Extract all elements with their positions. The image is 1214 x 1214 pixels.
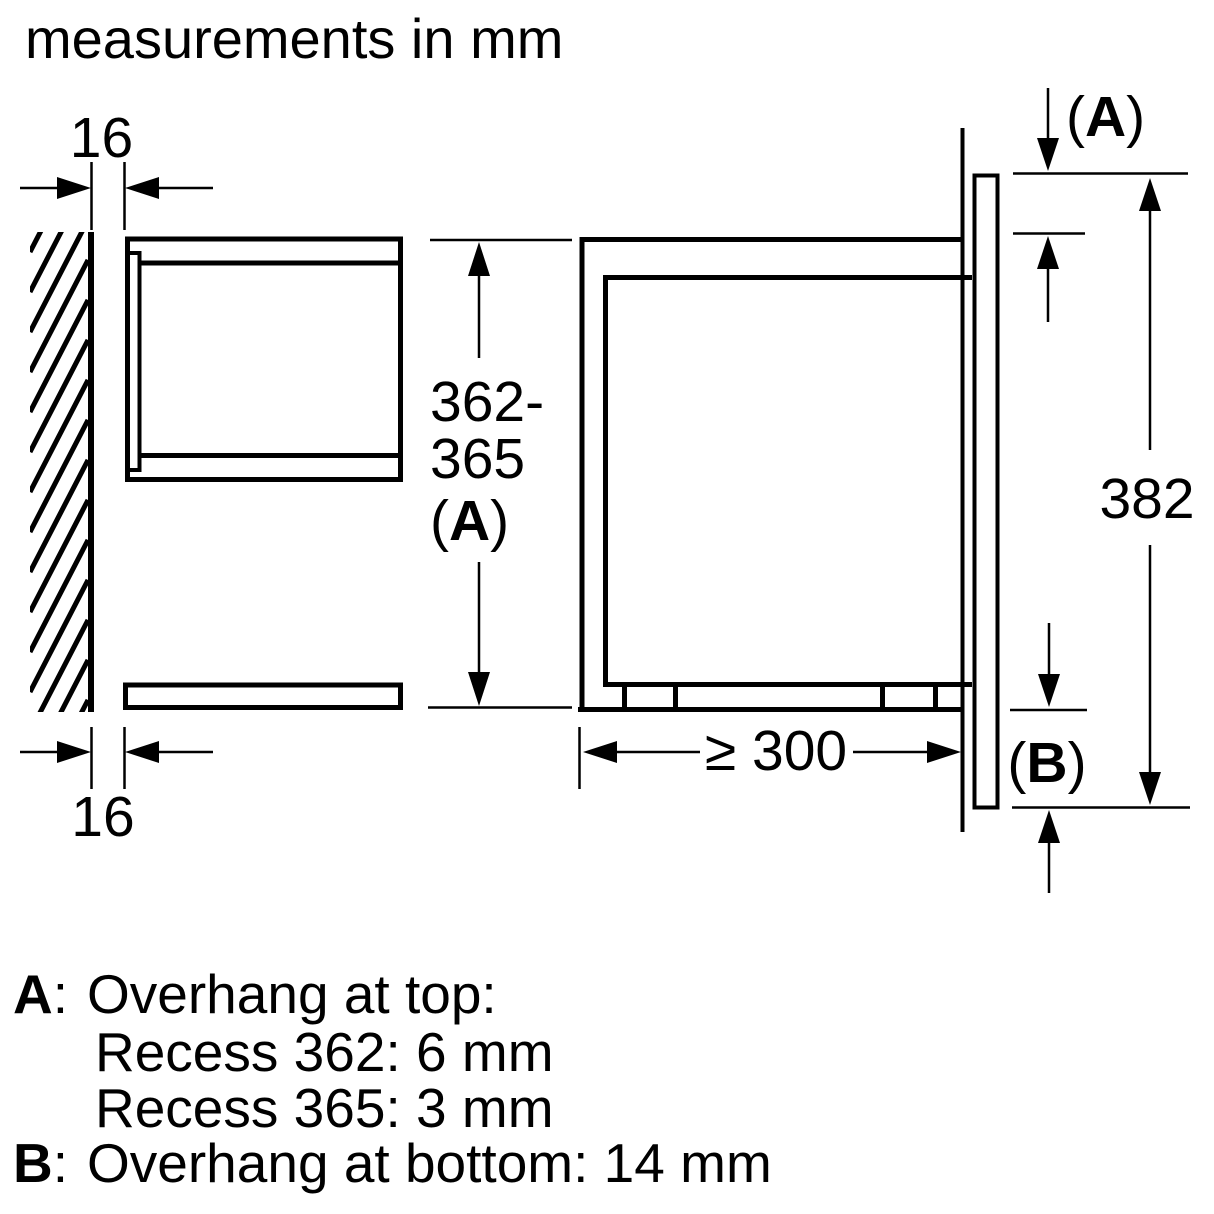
dim-label-overhang-top: (A) (1066, 85, 1146, 149)
arrowhead-left (583, 741, 617, 763)
dim-label-recess-height-2: 365 (430, 427, 526, 491)
arrowhead-right (57, 741, 91, 763)
cabinet-inner-outline (606, 278, 973, 685)
dim-label-recess-height-1: 362- (430, 370, 545, 434)
arrowhead-up (468, 242, 490, 276)
legend-line-recess-362: Recess 362: 6 mm (95, 1021, 554, 1083)
legend-line-recess-365: Recess 365: 3 mm (95, 1077, 554, 1139)
wall-hatching (30, 140, 88, 812)
wall-section (30, 140, 91, 812)
arrowhead-right (927, 741, 961, 763)
dim-label-recess-height-ref: (A) (430, 489, 510, 553)
arrowhead-left (125, 177, 159, 199)
appliance-front-frame (975, 176, 998, 808)
dim-label-gap-bottom: 16 (71, 785, 135, 849)
arrowhead-right (57, 177, 91, 199)
legend-line-b: B: Overhang at bottom: 14 mm (13, 1132, 772, 1194)
bottom-shelf-panel (126, 685, 401, 708)
dim-recess-height (428, 240, 572, 708)
appliance-outer-frame (128, 239, 401, 480)
arrowhead-down (1139, 772, 1161, 805)
arrowhead-up (1139, 178, 1161, 211)
page-title: measurements in mm (25, 7, 564, 70)
dim-label-front-height: 382 (1099, 467, 1195, 531)
arrowhead-down (468, 672, 490, 706)
arrowhead-left (125, 741, 159, 763)
arrowhead-up (1037, 236, 1059, 269)
dim-overhang-top (1013, 85, 1188, 322)
legend (13, 963, 772, 1194)
dim-overhang-bottom (1007, 623, 1087, 893)
cabinet-feet-dividers (625, 684, 936, 710)
appliance-front-view (126, 239, 401, 708)
legend-line-a: A: Overhang at top: (13, 963, 497, 1025)
dim-wall-gap-top (20, 106, 213, 230)
dim-min-depth (580, 719, 962, 789)
dim-label-min-depth: ≥ 300 (704, 719, 848, 783)
arrowhead-down (1037, 138, 1059, 171)
arrowhead-up (1038, 810, 1060, 843)
dim-label-overhang-bottom: (B) (1007, 731, 1087, 795)
dim-front-height (1012, 178, 1195, 808)
dim-label-gap-top: 16 (69, 106, 134, 170)
cabinet-outer-outline (578, 237, 963, 712)
arrowhead-down (1038, 674, 1060, 707)
dim-wall-gap-bottom (20, 727, 213, 849)
